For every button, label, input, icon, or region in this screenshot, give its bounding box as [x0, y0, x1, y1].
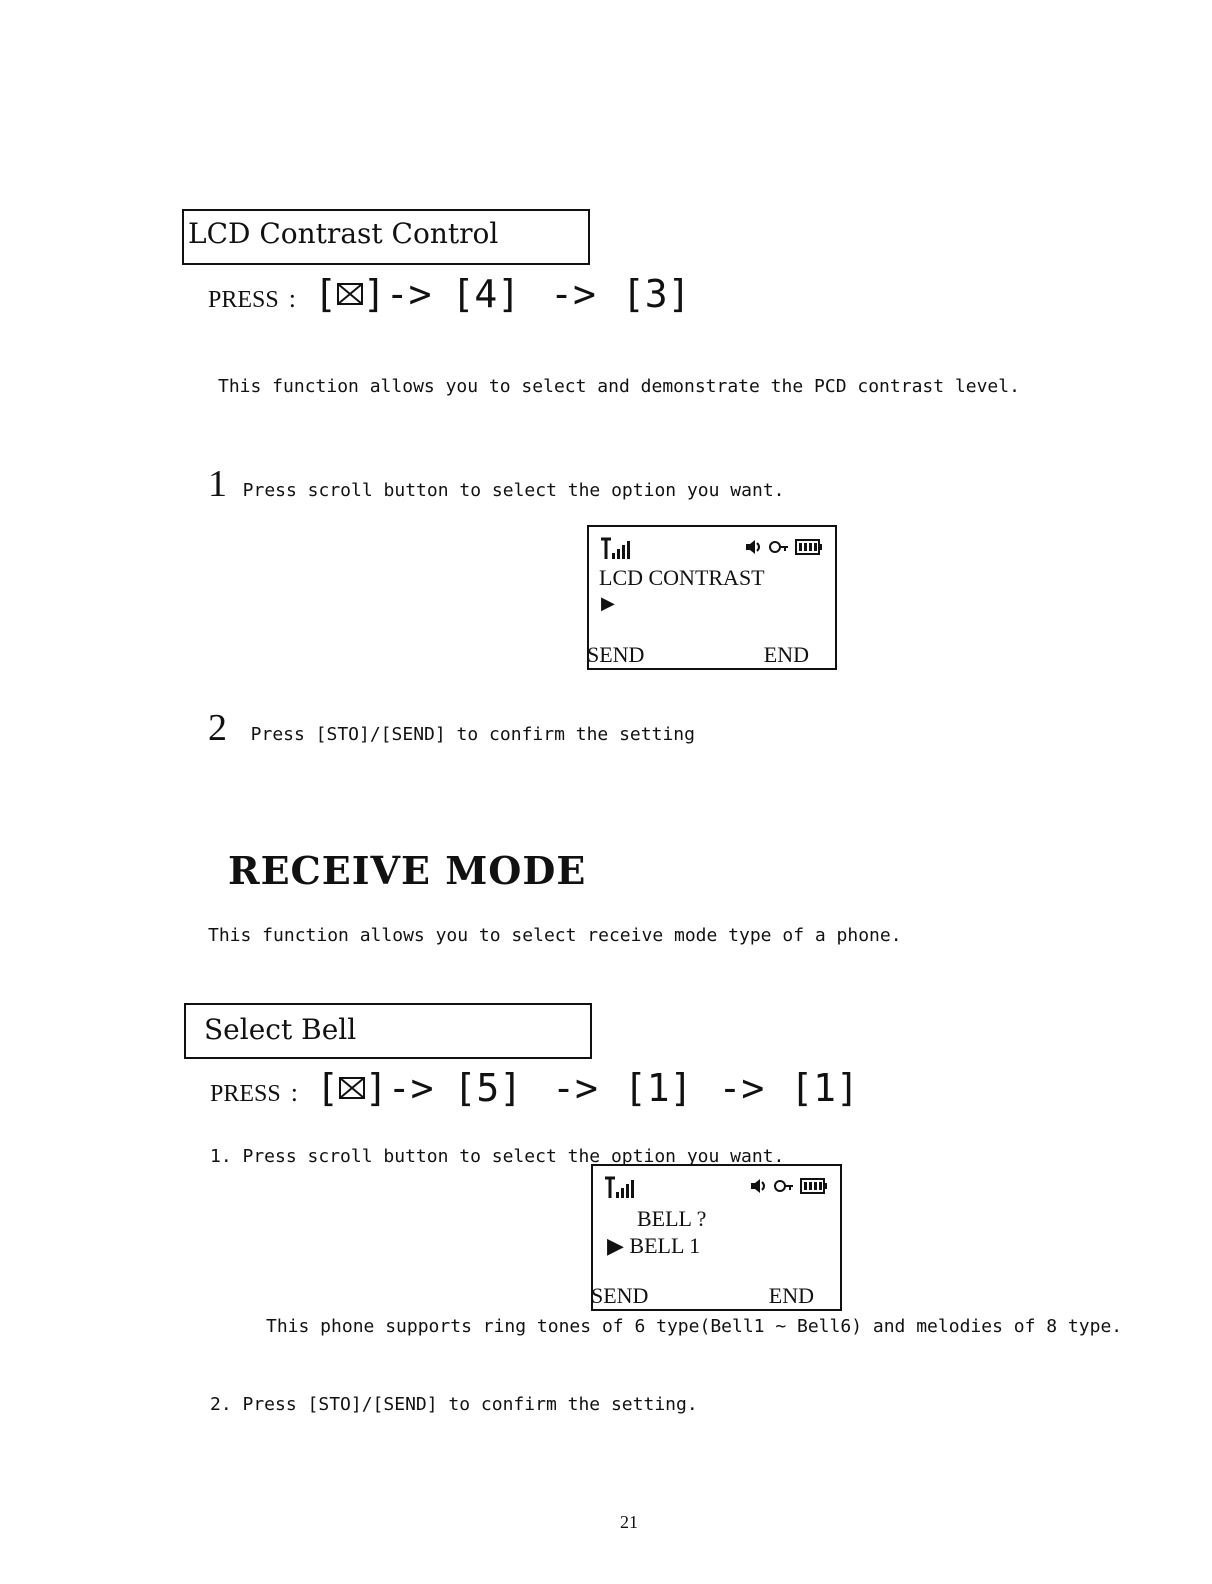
key-arrow: -> [550, 272, 596, 316]
status-icons [750, 1178, 828, 1194]
press-colon: : [290, 1078, 298, 1107]
select-bell-step-2: 2. Press [STO]/[SEND] to confirm the setting. [210, 1394, 698, 1415]
lcd-contrast-description: This function allows you to select and demonstrate the PCD contrast level. [218, 376, 1020, 397]
step-text: Press scroll button to select the option you want. [242, 480, 785, 501]
key-bracket-open: [ [313, 272, 337, 316]
speaker-icon [750, 1178, 768, 1194]
key-arrow: -> [552, 1066, 598, 1110]
key-1: [1] [790, 1066, 859, 1110]
key-icon [769, 539, 789, 555]
press-colon: : [288, 284, 296, 313]
key-icon [774, 1178, 794, 1194]
key-4: [4] [451, 272, 521, 316]
battery-icon [795, 539, 823, 555]
battery-icon [800, 1178, 828, 1194]
key-arrow: -> [718, 1066, 765, 1110]
page-number: 21 [620, 1512, 638, 1532]
section-title-select-bell: Select Bell [184, 1003, 592, 1059]
section-title-lcd-contrast: LCD Contrast Control [182, 209, 590, 265]
press-label: PRESS [208, 287, 279, 313]
signal-icon [603, 1176, 639, 1200]
soft-key-send: SEND [591, 1283, 649, 1308]
step-number: 1 [208, 463, 227, 505]
receive-mode-heading: RECEIVE MODE [228, 848, 587, 893]
key-3: [3] [621, 272, 691, 316]
lcd-screen-bell [591, 1164, 842, 1311]
lcd-line-1: LCD CONTRAST [599, 565, 765, 590]
soft-key-end: END [763, 642, 809, 667]
speaker-icon [745, 539, 763, 555]
envelope-icon [339, 1075, 365, 1101]
lcd-screen-contrast [587, 525, 837, 670]
step-1 [208, 462, 785, 506]
status-icons [745, 539, 823, 555]
step-number: 2 [208, 707, 227, 749]
press-sequence-select-bell [210, 1066, 859, 1110]
key-1: [1] [623, 1066, 693, 1110]
receive-mode-description: This function allows you to select receive mode type of a phone. [208, 925, 902, 946]
envelope-icon [337, 281, 363, 307]
key-seq-part: ]-> [364, 1066, 434, 1110]
lcd-line-2: ▶ BELL 1 [607, 1233, 701, 1258]
key-5: [5] [453, 1066, 523, 1110]
step-2 [208, 706, 695, 750]
press-sequence-lcd-contrast [208, 272, 691, 316]
key-seq-part: ]-> [362, 272, 432, 316]
soft-key-send: SEND [587, 642, 645, 667]
press-label: PRESS [210, 1081, 281, 1107]
step-text: Press [STO]/[SEND] to confirm the setting [250, 724, 695, 745]
signal-icon [599, 537, 635, 561]
lcd-line-1: BELL ? [637, 1206, 707, 1231]
key-bracket-open: [ [315, 1066, 339, 1110]
cursor-arrow-icon: ▶ [601, 593, 615, 613]
ring-tone-note: This phone supports ring tones of 6 type(Bell1 ~ Bell6) and melodies of 8 type. [266, 1316, 1123, 1337]
soft-key-end: END [768, 1283, 814, 1308]
select-bell-step-1: 1. Press scroll button to select the option you want. [210, 1146, 785, 1167]
